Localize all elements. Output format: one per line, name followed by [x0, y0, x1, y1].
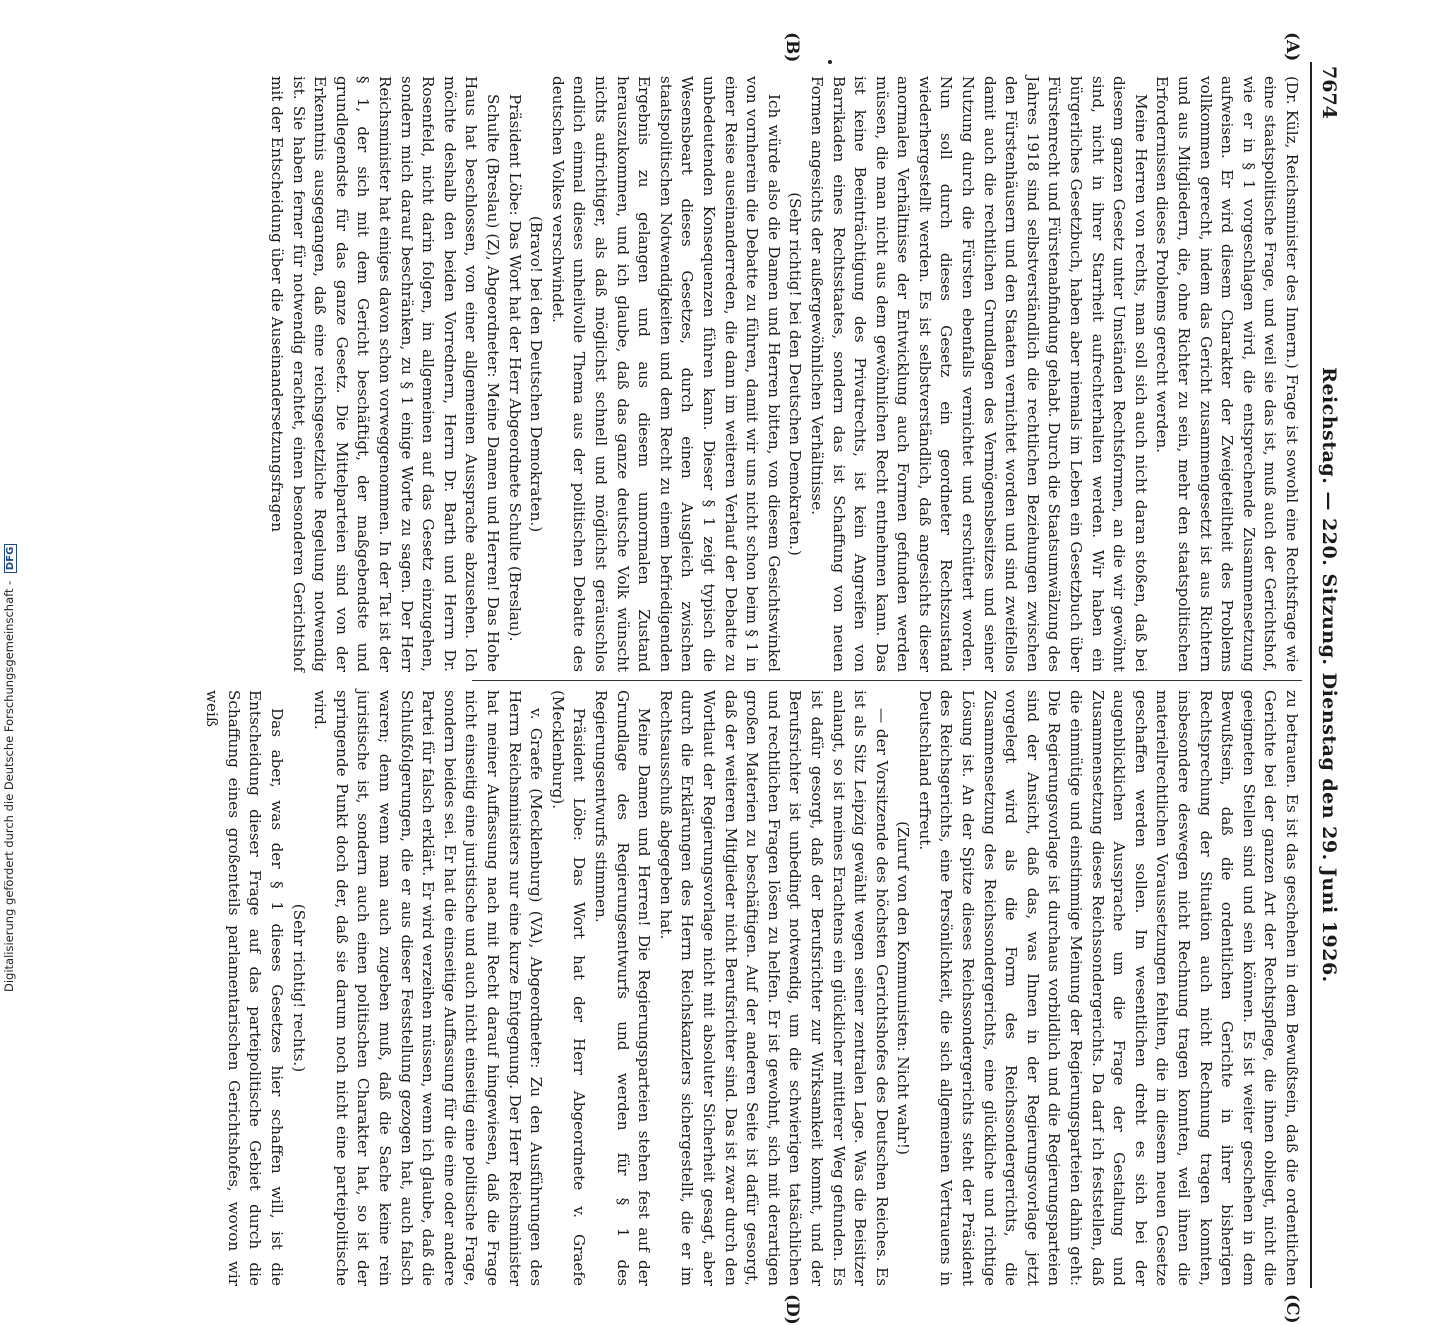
footer-strip: [0, 0, 20, 1000]
margin-marker-a: (A): [1282, 32, 1302, 62]
paragraph: Das aber, was der § 1 dieses Gesetzes hier schaffen will, ist die Entscheidung dieser Frage auf das parteipolitische Gebiet durch die Schaffung eines großenteils parlamentarischen Gerichtshofes, wovon wir weiß: [203, 690, 287, 1286]
dfg-logo: DFG: [4, 544, 17, 573]
speaker-paragraph: Schulte (Breslau) (Z), Abgeordneter: Meine Damen und Herren! Das Hohe Haus hat beschlossen, von einer allgemeinen Aussprache abzusehen. Ich möchte deshalb den beiden Vorrednern, Herrn Dr. Barth und Herrn Dr. Rosenfeld, nicht darin folgen, im allgemeinen auf das Gesetz einzugehen, sondern mich darauf beschränken, zu § 1 einige Worte zu sagen. Der Herr Reichsminister hat einiges davon schon vorweggenommen. In der Tat ist der § 1, der sich mit dem Gericht beschäftigt, der maßgebendste und grundlegendste für das ganze Gesetz. Die Mittelparteien sind von der Erkenntnis ausgegangen, daß eine reichsgesetzliche Regelung notwendig ist. Sie haben ferner für notwendig erachtet, einen besonderen Gerichtshof mit der Entscheidung über die Auseinandersetzungsfragen: [268, 76, 503, 672]
document-page: [116, 32, 1342, 1325]
paragraph: — der Vorsitzende des höchsten Gerichtshofes des Deutschen Reiches. Es ist als Sitz Leipzig gewählt wegen seiner zentralen Lage. Was die Beisitzer anlangt, so ist meines Erachtens ein glücklicher mittlerer Weg gefunden. Es ist dafür gesorgt, daß der Berufsrichter zur Wirksamkeit kommt, und der Berufsrichter ist unbedingt notwendig, um die schwierigen tatsächlichen und rechtlichen Fragen lösen zu helfen. Er ist gewohnt, sich mit derartigen großen Materien zu beschäftigen. Auf der anderen Seite ist dafür gesorgt, daß der weiteren Mitglieder nicht Berufsrichter sind. Das ist zwar durch den Wortlaut der Regierungsvorlage nicht mit absoluter Sicherheit gesagt, aber durch die Erklärungen des Herrn Reichskanzlers sichergestellt, die er im Rechtsausschuß abgegeben hat.: [656, 690, 891, 1286]
interjection: (Zuruf von den Kommunisten: Nicht wahr!): [894, 821, 913, 1155]
paragraph: Meine Herren von rechts, man soll sich auch nicht daran stoßen, daß bei diesem ganzen Gesetz unter Umständen Rechtsformen, an die wir gewöhnt sind, nicht in ihrer Starrheit aufrechterhalten werden. Wir haben ein bürgerliches Gesetzbuch, haben aber niemals im Leben ein Gesetzbuch über Fürstenrecht und Fürstenabfindung gehabt. Durch die Staatsumwälzung des Jahres 1918 sind selbstverständlich die rechtlichen Beziehungen zwischen den Fürstenhäusern und den Staaten vernichtet worden und sind zweifellos damit auch die rechtlichen Grundlagen des Vermögensbesitzes und seiner Nutzung durch die Fürsten ebenfalls vernichtet und erschüttert worden. Nun soll durch dieses Gesetz ein geordneter Rechtszustand wiederhergestellt werden. Es ist selbstverständlich, daß angesichts dieser anormalen Verhältnisse der Entwicklung auch Formen gefunden werden müssen, die man nicht aus dem gewöhnlichen Recht entnehmen kann. Das ist keine Beeinträchtigung des Privatrechts, ist kein Angreifen von Barrikaden eines Rechtsstaates, sondern das ist Schaffung von neuen Formen angesichts der außergewöhnlichen Verhältnisse.: [807, 76, 1150, 672]
page-title: Reichstag. — 220. Sitzung. Dienstag den 29. Juni 1926.: [1318, 367, 1340, 983]
paragraph: Ich würde also die Damen und Herren bitten, von diesem Gesichtswinkel von vornherein die Debatte zu führen, damit wir uns nicht schon beim § 1 in einer Reise auseinanderreden, die dann im weiteren Verlauf der Debatte zu unbedeutenden Konsequenzen führen kann. Dieser § 1 zeigt typisch die Wesensbeart dieses Gesetzes, durch einen Ausgleich zwischen staatspolitischen Notwendigkeiten und dem Recht zu einem befriedigenden Ergebnis zu gelangen und aus diesem unnormalen Zustand herauszukommen, und ich glaube, daß das ganze deutsche Volk wünscht nichts aufrichtiger, als daß möglichst schnell und möglichst geräuschlos endlich einmal dieses unheilvolle Thema aus der politischen Debatte des deutschen Volkes verschwindet.: [548, 76, 783, 672]
column-divider: [472, 680, 1302, 681]
left-column: [268, 76, 1302, 672]
margin-marker-b: (B): [782, 32, 802, 63]
scan-speck: [828, 60, 832, 64]
paragraph: zu betrauen. Es ist das geschehen in dem Bewußtsein, daß die ordentlichen Gerichte bei der ganzen Art der Rechtspflege, die ihnen obliegt, nicht die geeigneten Stellen sind und sein können. Es ist weiter geschehen in dem Bewußtsein, daß die ordentlichen Gerichte in ihrer bisherigen Rechtsprechung der Situation auch nicht Rechnung tragen konnten, insbesondere deswegen nicht Rechnung tragen konnten, weil ihnen die materiellrechtlichen Voraussetzungen fehlten, die in diesem neuen Gesetze geschaffen werden sollen. Im wesentlichen dreht es sich bei der augenblicklichen Aussprache um die Frage der Gestaltung und Zusammensetzung dieses Reichssondergerichts. Da darf ich feststellen, daß die einmütige und einstimmige Meinung der Regierungsparteien dahin geht: Die Regierungsvorlage ist durchaus vorbildlich und die Regierungsparteien sind der Ansicht, daß das, was Ihnen in der Regierungsvorlage jetzt vorgelegt wird als die Form des Reichssondergerichts, die Zusammensetzung des Reichssondergerichts, eine glückliche und richtige Lösung ist. An der Spitze dieses Reichssondergerichts steht der Präsident des Reichsgerichts, eine Persönlichkeit, die sich allgemeinen Vertrauens in Deutschland erfreut.: [915, 690, 1301, 1286]
speaker-paragraph: v. Graefe (Mecklenburg) (VA), Abgeordneter: Zu den Ausführungen des Herrn Reichsministers nur eine kurze Entgegnung. Der Herr Reichsminister hat meiner Auffassung nach mit Recht darauf hingewiesen, daß die Frage nicht einseitig eine juristische und auch nicht einseitig eine politische Frage, sondern beides sei. Er hat die einseitige Auffassung für die eine oder andere Partei für falsch erklärt. Er wird verzeihen müssen, wenn ich glaube, daß die Schlußfolgerungen, die er aus dieser Feststellung gezogen hat, auch falsch waren; denn wenn man auch zugeben muß, daß die Sache keine rein juristische ist, sondern auch einen politischen Charakter hat, so ist der springende Punkt doch der, daß sie darum noch nicht eine parteipolitische wird.: [311, 690, 546, 1286]
credit-text: Digitalisierung gefördert durch die Deutsche Forschungsgemeinschaft -: [2, 580, 16, 992]
interjection: (Sehr richtig! rechts.): [289, 903, 308, 1073]
page-number: 7674: [1318, 66, 1340, 119]
interjection: (Sehr richtig! bei den Deutschen Demokraten.): [786, 192, 805, 556]
right-column: [203, 690, 1302, 1286]
margin-marker-c: (C): [1282, 1294, 1302, 1324]
paragraph: (Dr. Külz, Reichsminister des Innern.) Frage ist sowohl eine Rechtsfrage wie eine staatspolitische Frage, und weil sie das ist, muß auch der Gerichtshof, wie er in § 1 vorgeschlagen wird, die entsprechende Zusammensetzung aufweisen. Er wird diesem Charakter der Zweigeteiltheit des Problems vollkommen gerecht, indem das Gericht zusammengesetzt ist aus Richtern und aus Mitgliedern, die, ohne Richter zu sein, mehr den staatspolitischen Erfordernissen dieses Problems gerecht werden.: [1153, 76, 1301, 672]
paragraph: Meine Damen und Herren! Die Regierungsparteien stehen fest auf der Grundlage des Regierungsentwurfs und werden für § 1 des Regierungsentwurfs stimmen.: [592, 690, 654, 1286]
speaker-paragraph: Präsident Löbe: Das Wort hat der Herr Abgeordnete Schulte (Breslau).: [505, 94, 524, 642]
page-header: [1310, 62, 1342, 1288]
digitization-credit: [2, 0, 18, 992]
margin-marker-d: (D): [782, 1294, 802, 1325]
speaker-paragraph: Präsident Löbe: Das Wort hat der Herr Abgeordnete v. Graefe (Mecklenburg).: [548, 690, 589, 1286]
interjection: (Bravo! bei den Deutschen Demokraten.): [527, 215, 546, 533]
